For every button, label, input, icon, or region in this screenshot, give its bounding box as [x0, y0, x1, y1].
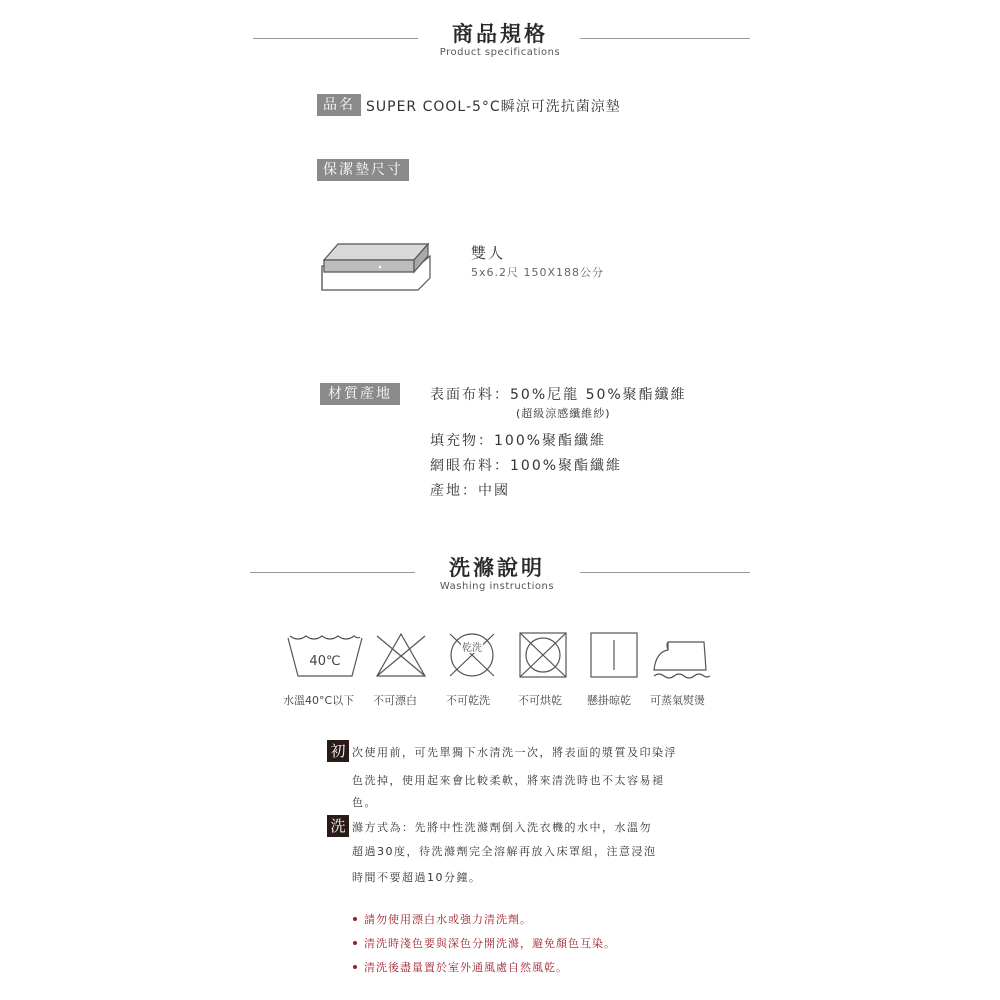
- material-origin: 產地：中國: [430, 483, 510, 499]
- no-dryclean-icon: [444, 630, 500, 680]
- size-label: 保潔墊尺寸: [317, 159, 409, 181]
- product-name: SUPER COOL-5°C瞬涼可洗抗菌涼墊: [366, 99, 621, 115]
- wash-label-steam-iron: 可蒸氣熨燙: [650, 694, 705, 707]
- line-dry-icon: [586, 630, 642, 680]
- no-tumble-dry-icon: [515, 630, 571, 680]
- first-use-line: 色。: [352, 796, 377, 809]
- first-use-drop-cap: 初: [327, 740, 349, 762]
- wash-label-40c: 水溫40°C以下: [283, 694, 355, 707]
- wash-method-drop-cap: 洗: [327, 815, 349, 837]
- spec-section-subtitle: Product specifications: [439, 47, 561, 58]
- warning-bullet: [353, 965, 357, 969]
- warning-item: 清洗後盡量置於室外通風處自然風乾。: [364, 961, 568, 974]
- material-label: 材質產地: [320, 383, 400, 405]
- warning-item: 清洗時淺色要與深色分開洗滌，避免顏色互染。: [364, 937, 616, 950]
- material-surface: 表面布料：50%尼龍 50%聚酯纖維: [430, 387, 687, 403]
- steam-iron-icon: [650, 630, 712, 680]
- wash-method-line: 時間不要超過10分鐘。: [352, 871, 482, 884]
- spec-section-title: 商品規格: [452, 22, 548, 46]
- first-use-line: 色洗掉，使用起來會比較柔軟，將來清洗時也不太容易褪: [352, 774, 665, 787]
- warning-item: 請勿使用漂白水或強力清洗劑。: [364, 913, 532, 926]
- mattress-pad-icon: [318, 238, 438, 294]
- material-mesh: 網眼布料：100%聚酯纖維: [430, 458, 623, 474]
- product-name-label: 品名: [317, 94, 361, 116]
- wash-label-no-dryclean: 不可乾洗: [446, 694, 490, 707]
- material-filling: 填充物：100%聚酯纖維: [430, 433, 607, 449]
- wash-method-line: 滌方式為：先將中性洗滌劑倒入洗衣機的水中，水溫勿: [352, 821, 652, 834]
- wash-40c-icon: [286, 630, 364, 680]
- wash-label-no-tumble-dry: 不可烘乾: [518, 694, 562, 707]
- dryclean-text: 乾洗: [462, 643, 482, 654]
- wash-method-line: 超過30度，待洗滌劑完全溶解再放入床罩組，注意浸泡: [352, 845, 657, 858]
- no-bleach-icon: [373, 630, 429, 680]
- warning-bullet: [353, 941, 357, 945]
- wash-label-no-bleach: 不可漂白: [373, 694, 417, 707]
- first-use-line: 次使用前，可先單獨下水清洗一次，將表面的漿質及印染浮: [352, 746, 677, 759]
- wash-section-subtitle: Washing instructions: [439, 581, 555, 592]
- wash-section-title: 洗滌說明: [449, 556, 545, 580]
- wash-temp-text: 40℃: [309, 654, 341, 669]
- material-surface-note: (超級涼感纖維紗): [516, 407, 611, 420]
- warning-bullet: [353, 917, 357, 921]
- size-detail: 5x6.2尺 150X188公分: [471, 266, 605, 279]
- size-title: 雙人: [471, 244, 506, 262]
- wash-label-line-dry: 懸掛晾乾: [587, 694, 631, 707]
